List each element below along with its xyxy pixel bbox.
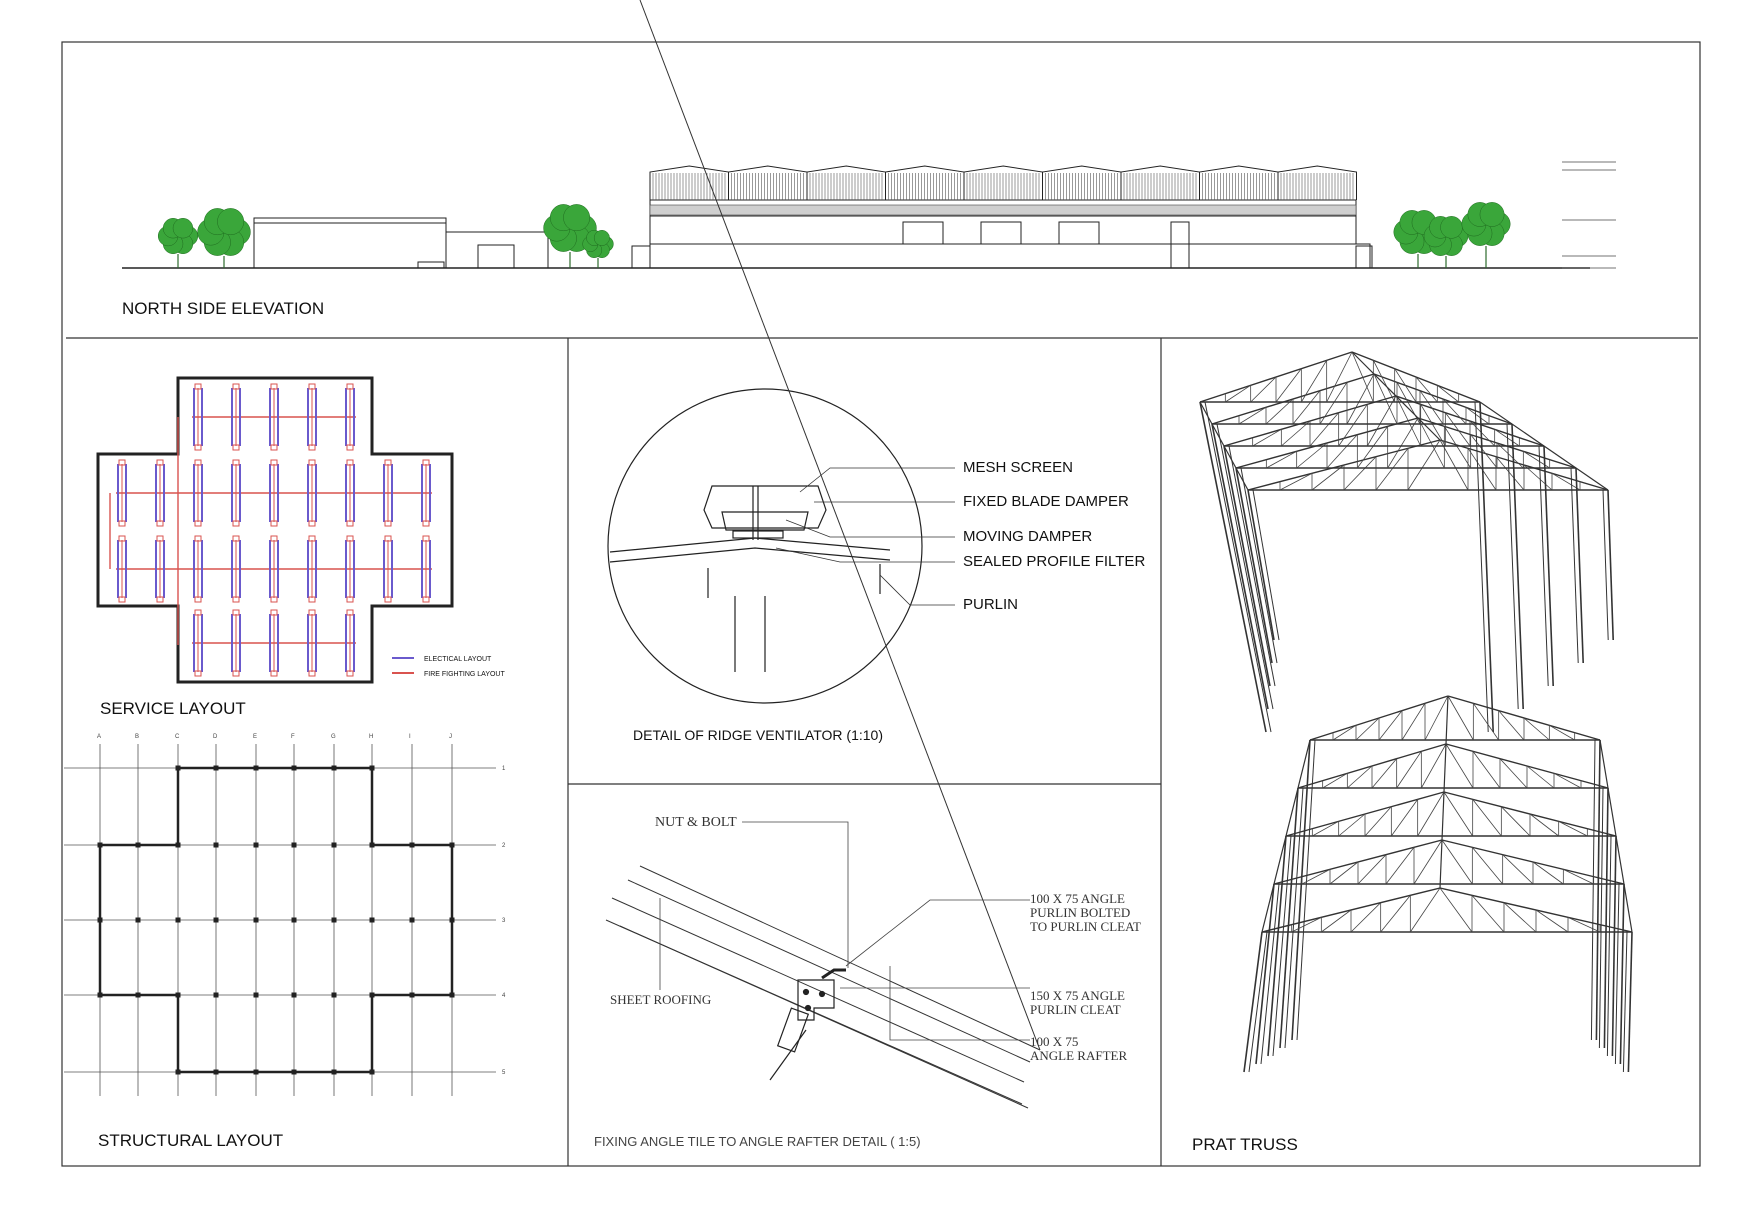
truss-diagonal [1568,917,1600,932]
grid-column-label: F [291,734,295,740]
truss-ridge-line [1352,352,1440,440]
structural-layout-title: STRUCTURAL LAYOUT [98,1131,284,1150]
truss-column [1224,446,1270,686]
column-node [292,918,297,923]
fixing-detail [594,0,1141,1149]
column-node [292,993,297,998]
truss-column [1200,402,1266,732]
truss-diagonal [1559,821,1588,836]
grid-row-label: 1 [502,766,506,772]
truss-diagonal [1280,473,1312,490]
truss-column [1599,788,1603,1048]
legend-fire-fighting: FIRE FIGHTING LAYOUT [424,671,505,678]
truss-diagonal [1344,457,1376,490]
grid-row-label: 4 [502,993,506,999]
column-node [292,843,297,848]
truss-diagonal [1549,725,1574,740]
grid-column-label: B [135,734,140,740]
truss-diagonal [1473,703,1498,740]
truss-diagonal [1504,903,1536,932]
truss-diagonal [1381,895,1411,932]
ridge-detail-title: DETAIL OF RIDGE VENTILATOR (1:10) [633,727,883,743]
callout-mesh-screen: MESH SCREEN [963,459,1074,476]
truss-column [1623,932,1627,1072]
truss-diagonal [1473,751,1500,788]
truss-diagonal [1554,773,1581,788]
grid-column-label: H [369,734,374,740]
truss-diagonal [1499,711,1524,740]
truss-diagonal [1323,773,1348,788]
truss-diagonal [1351,903,1381,932]
truss-column [1244,932,1262,1072]
callout-sealed-profile-filter: SEALED PROFILE FILTER [963,553,1146,570]
column-node [450,843,455,848]
truss-diagonal [1473,799,1502,836]
truss-column [1604,788,1608,1048]
column-node [176,843,181,848]
prat-truss-title: PRAT TRUSS [1192,1135,1298,1154]
column-node [410,918,415,923]
column-node [410,993,415,998]
callout-fixed-blade-damper: FIXED BLADE DAMPER [963,493,1129,510]
column-node [450,993,455,998]
column-node [370,918,375,923]
column-node [98,993,103,998]
purlin-cleat [770,970,846,1080]
column-node [136,993,141,998]
grid-row-label: 2 [502,843,506,849]
truss-frame [1212,374,1523,709]
prat-truss-drawing [1192,352,1632,1154]
column-node [332,843,337,848]
service-plan-outline [98,378,452,682]
column-node [332,766,337,771]
column-node [176,993,181,998]
rafter-lines [640,0,1040,1050]
truss-diagonal [1496,457,1524,490]
truss-diagonal [1563,869,1593,884]
column-node [292,1070,297,1075]
truss-column [1628,932,1632,1072]
truss-diagonal [1312,821,1338,836]
label-nut-bolt: NUT & BOLT [655,815,737,830]
truss-diagonal [1503,855,1533,884]
truss-diagonal [1500,759,1527,788]
service-layout-drawing [98,378,505,718]
grid-row-label: 3 [502,918,506,924]
truss-diagonal [1391,799,1417,836]
ridge-ventilator-detail [608,389,1145,743]
column-node [176,766,181,771]
column-node [370,993,375,998]
truss-frame-lower [1244,696,1632,1072]
callout-angle-rafter-2: ANGLE RAFTER [1030,1048,1128,1063]
truss-column [1603,490,1608,640]
ridge-callout-leaders [776,468,955,605]
level-markers [1562,162,1616,268]
truss-column [1280,788,1298,1048]
column-node [254,918,259,923]
truss-frame-upper [1200,352,1613,732]
truss-diagonal [1253,429,1282,446]
column-node [176,1070,181,1075]
truss-frame [1244,888,1632,1072]
grid-column-label: A [97,734,102,740]
truss-diagonal [1501,807,1530,836]
roof-bays [650,166,1357,200]
callout-purlin: PURLIN [963,596,1019,613]
tree [198,208,251,268]
truss-diagonal [1372,759,1397,788]
column-node [254,1070,259,1075]
column-node [332,918,337,923]
column-node [332,1070,337,1075]
annex-building [254,218,548,268]
grid-column-label: I [409,734,411,740]
callout-purlin-cleat-1: 150 X 75 ANGLE [1030,988,1125,1003]
column-node [254,993,259,998]
column-node [136,843,141,848]
truss-diagonal [1333,725,1356,740]
grid-column-label: E [253,734,258,740]
column-node [254,843,259,848]
column-node [410,843,415,848]
truss-diagonal [1225,385,1250,402]
fixing-leaders [660,822,1030,1040]
column-node [450,918,455,923]
tree [158,218,198,268]
truss-diagonal [1266,451,1296,468]
structural-grid [64,734,506,1096]
structural-layout-drawing [64,734,506,1150]
tree [1462,202,1510,268]
callout-angle-purlin-3: TO PURLIN CLEAT [1030,919,1141,934]
truss-diagonal [1376,448,1408,490]
column-node [98,843,103,848]
truss-diagonal [1365,807,1391,836]
truss-diagonal [1472,895,1504,932]
truss-diagonal [1472,847,1502,884]
truss-diagonal [1444,426,1470,468]
fixing-detail-title: FIXING ANGLE TILE TO ANGLE RAFTER DETAIL ( 1:5) [594,1134,921,1149]
grid-row-label: 5 [502,1070,506,1076]
truss-diagonal [1301,360,1326,402]
column-node [370,1070,375,1075]
column-node [98,918,103,923]
service-fixtures [110,384,432,676]
truss-column [1256,884,1274,1064]
truss-diagonal [1358,855,1386,884]
service-layout-title: SERVICE LAYOUT [100,699,246,718]
truss-column [1268,836,1286,1056]
elevation-title: NORTH SIDE ELEVATION [122,299,325,318]
callout-angle-purlin-2: PURLIN BOLTED [1030,905,1131,920]
legend-electrical: ELECTICAL LAYOUT [424,656,492,663]
truss-column [1507,424,1518,709]
column-node [136,918,141,923]
column-node [370,766,375,771]
truss-frame [1248,440,1613,640]
truss-diagonal [1437,385,1458,402]
column-node [370,843,375,848]
service-legend [392,656,505,678]
truss-column [1615,884,1619,1064]
truss-diagonal [1357,426,1387,468]
grid-column-label: G [331,734,336,740]
truss-frame [1236,418,1583,663]
column-node [214,766,219,771]
truss-diagonal [1302,869,1330,884]
column-node [214,918,219,923]
column-node [292,766,297,771]
truss-column [1612,836,1616,1056]
truss-column [1620,884,1624,1064]
north-elevation-drawing [122,162,1616,318]
label-sheet-roofing: SHEET ROOFING [610,992,712,1007]
callout-angle-rafter-1: 100 X 75 [1030,1034,1079,1049]
column-node [176,918,181,923]
column-node [214,843,219,848]
roof-sheet-lines [606,866,1040,1108]
ridge-roof-and-ventilator [610,486,890,672]
column-node [214,993,219,998]
truss-column [1608,490,1613,640]
grid-column-label: C [175,734,180,740]
column-node [332,993,337,998]
truss-diagonal [1397,751,1422,788]
callout-moving-damper: MOVING DAMPER [963,528,1093,545]
truss-diagonal [1386,847,1414,884]
truss-column [1607,836,1611,1056]
truss-diagonal [1239,407,1266,424]
column-node [254,766,259,771]
tree [1424,216,1468,268]
main-building-band [650,205,1356,215]
column-node [214,1070,219,1075]
grid-column-label: D [213,734,218,740]
tree [583,230,614,268]
grid-column-label: J [449,734,452,740]
truss-column [1229,446,1275,686]
callout-purlin-cleat-2: PURLIN CLEAT [1030,1002,1121,1017]
truss-diagonal [1292,917,1322,932]
truss-diagonal [1471,435,1497,468]
truss-column [1217,424,1273,709]
callout-angle-purlin-1: 100 X 75 ANGLE [1030,891,1125,906]
